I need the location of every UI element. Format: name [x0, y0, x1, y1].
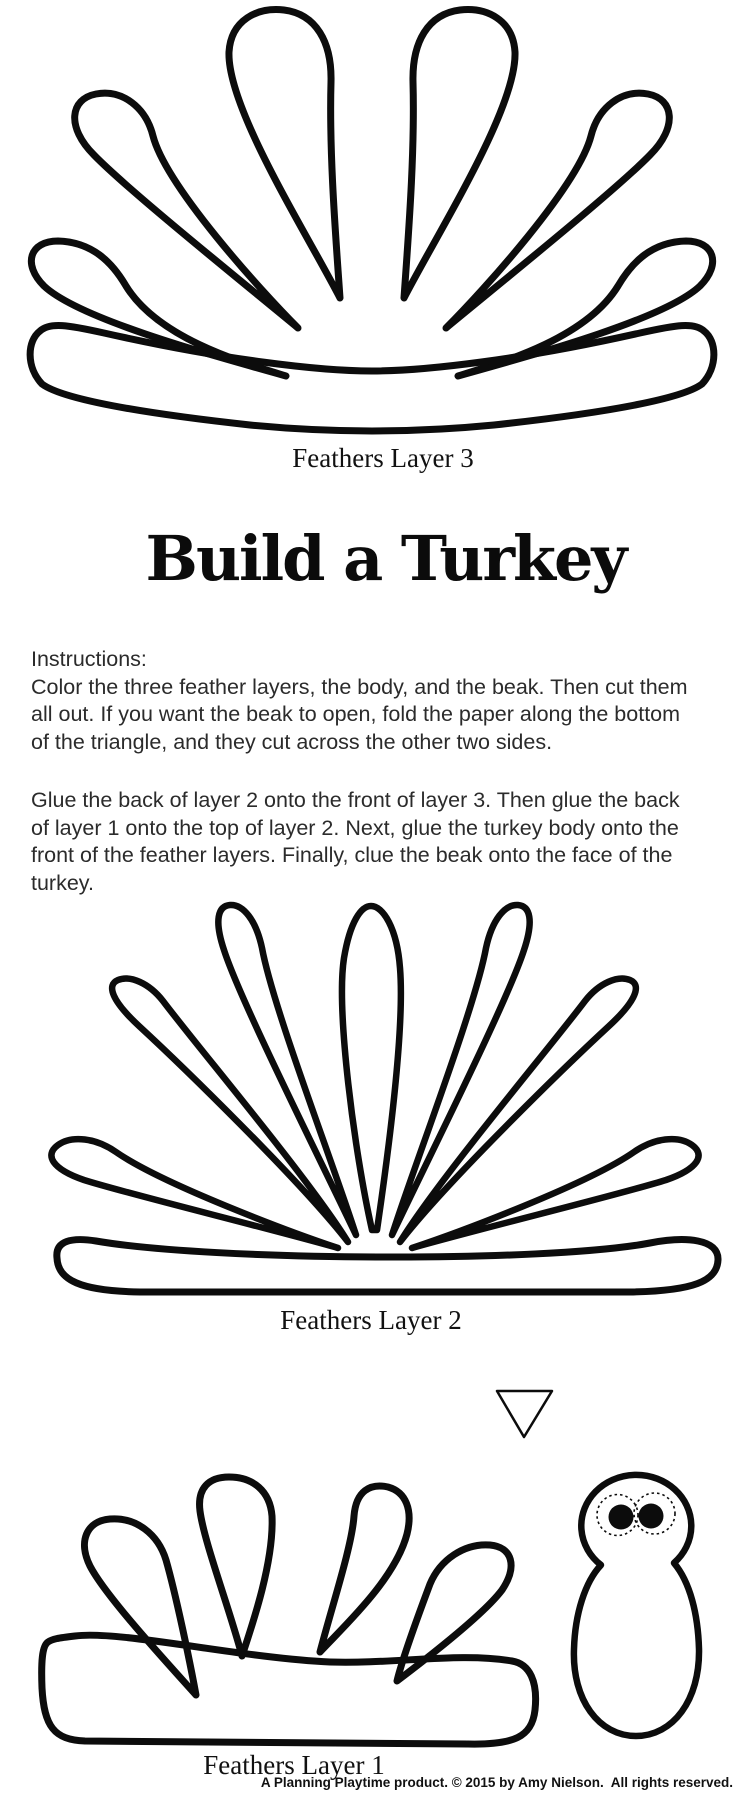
instructions-paragraph-2 — [31, 787, 721, 897]
feathers-layer2-shape — [51, 905, 718, 1292]
layer1-left-petal-feather — [84, 1519, 196, 1695]
layer3-left-petal-feather — [31, 241, 286, 376]
layer2-right-inner-feather — [392, 905, 530, 1235]
feathers-layer3-label: Feathers Layer 3 — [292, 443, 474, 473]
layer3-right-tall-feather — [404, 10, 515, 298]
feathers-layer2-label: Feathers Layer 2 — [280, 1305, 462, 1335]
beak-triangle — [497, 1391, 552, 1437]
layer2-right-outer-feather — [412, 1139, 699, 1248]
layer3-right-petal-feather — [458, 241, 713, 376]
instruction-line: Glue the back of layer 2 onto the front of layer 3. Then glue the back — [31, 788, 680, 812]
layer2-left-inner-feather — [218, 905, 356, 1235]
instruction-line: front of the feather layers. Finally, clue the beak onto the face of the — [31, 843, 673, 867]
page-title: Build a Turkey — [145, 522, 626, 595]
layer3-left-diagonal-feather — [75, 93, 298, 328]
feathers-layer1-label: Feathers Layer 1 — [203, 1750, 385, 1780]
turkey-body-shape — [574, 1475, 699, 1736]
instruction-line: turkey. — [31, 870, 94, 895]
layer1-base-band — [42, 1635, 536, 1744]
right-eye-pupil — [639, 1504, 664, 1529]
instruction-line: all out. If you want the beak to open, fold the paper along the bottom — [31, 702, 681, 726]
instructions-heading: Instructions: — [31, 647, 147, 671]
layer1-left-tall-feather — [200, 1477, 273, 1656]
layer2-left-outer-feather — [51, 1139, 338, 1248]
turkey-body-outline — [574, 1475, 699, 1736]
instructions-paragraph-1 — [31, 674, 721, 757]
instruction-line: of layer 1 onto the top of layer 2. Next, glue the turkey body onto the — [31, 815, 679, 840]
feathers-layer3-shape — [30, 10, 714, 431]
copyright-footer: A Planning Playtime product. © 2015 by Amy Nielson. All rights reserved. — [260, 1775, 733, 1790]
layer1-right-tall-feather — [320, 1486, 409, 1652]
layer3-base-band — [30, 325, 714, 431]
left-eye-pupil — [609, 1505, 634, 1530]
layer2-center-feather — [342, 906, 401, 1230]
instruction-line: of the triangle, and they cut across the other two sides. — [31, 729, 553, 754]
layer3-right-diagonal-feather — [446, 93, 669, 328]
instruction-line: Color the three feather layers, the body, and the beak. Then cut them — [31, 674, 688, 699]
instructions-block — [31, 646, 721, 897]
feathers-layer1-shape — [42, 1477, 536, 1744]
layer3-left-tall-feather — [229, 10, 340, 298]
layer2-base-bar — [57, 1240, 718, 1292]
